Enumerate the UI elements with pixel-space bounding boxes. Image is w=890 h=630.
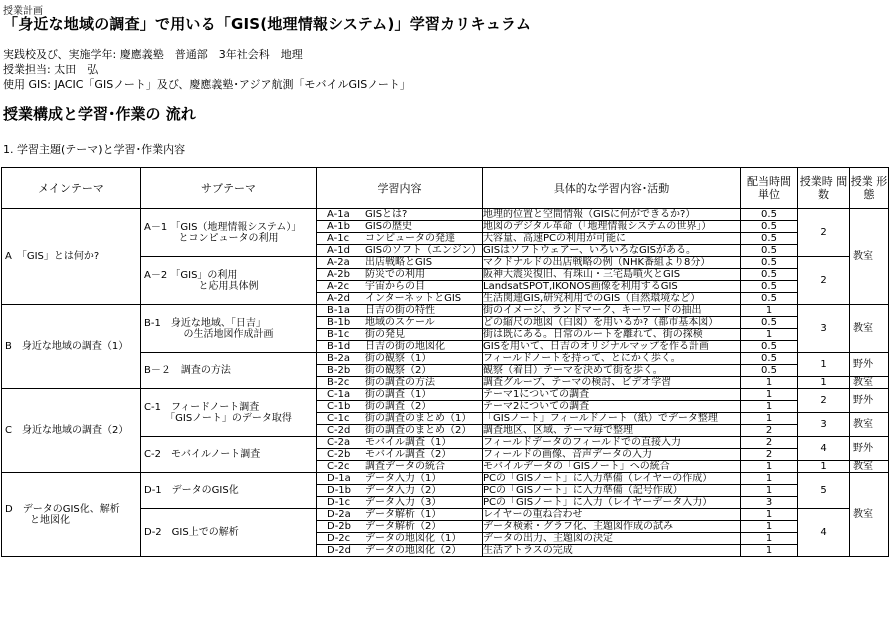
col-header-periods: 授業時 間数 [798,168,850,209]
content-code: A-2a [327,257,350,268]
content-cell [317,533,483,545]
content-title: 街の観察（1） [365,353,432,364]
time-cell: 1 [741,485,798,497]
content-cell [317,293,483,305]
col-header-activity: 具体的な学習内容･活動 [483,168,741,209]
content-code: A-1b [327,221,350,232]
content-title: モバイル調査（2） [365,449,452,460]
content-cell [317,281,483,293]
sub-theme-cell [141,509,317,557]
content-cell [317,341,483,353]
time-cell: 1 [741,377,798,389]
content-code: B-1a [327,305,350,316]
content-title: データの地図化（1） [365,533,462,544]
document-title: 「身近な地域の調査」で用いる「GIS(地理情報システム)」学習カリキュラム [3,15,532,33]
form-cell: 教室 [850,209,889,305]
time-cell: 0.5 [741,233,798,245]
activity-cell: 「GISノート」フィールドノート（紙）でデータ整理 [483,413,741,425]
content-cell [317,437,483,449]
time-cell: 0.5 [741,281,798,293]
content-title: コンピュータの発達 [365,233,455,244]
gis-tools-info: 使用 GIS: JACIC「GISノート」及び、慶應義塾･アジア航測「モバイルGISノート」 [3,78,411,91]
content-cell [317,269,483,281]
content-cell [317,377,483,389]
sub-theme-line: と応用具体例 [198,280,259,292]
activity-cell: LandsatSPOT,IKONOS画像を利用するGIS [483,281,741,293]
content-title: 街の調査のまとめ（1） [365,413,472,424]
col-header-main-theme: メインテーマ [2,168,141,209]
content-code: C-2d [327,425,351,436]
content-cell [317,233,483,245]
table-row [2,473,889,485]
content-cell [317,329,483,341]
form-cell: 教室 [850,377,889,389]
content-code: A-1a [327,209,350,220]
content-cell [317,305,483,317]
time-cell: 0.5 [741,365,798,377]
activity-cell: フィールドノートを持って、とにかく歩く。 [483,353,741,365]
content-title: 地域のスケール [365,317,435,328]
content-cell [317,521,483,533]
activity-cell: データ検索・グラフ化、主題図作成の試み [483,521,741,533]
content-cell [317,221,483,233]
content-title: 街の調査（1） [365,389,432,400]
periods-cell: 1 [798,461,850,473]
periods-cell: 2 [798,257,850,305]
time-cell: 1 [741,545,798,557]
sub-theme-line: 「GISノート」のデータ取得 [165,412,292,424]
time-cell: 2 [741,437,798,449]
main-theme-line: A 「GIS」とは何か? [5,251,100,262]
content-code: C-2c [327,461,350,472]
content-code: D-2a [327,509,351,520]
content-title: データ解析（2） [365,521,442,532]
content-title: データ入力（1） [365,473,442,484]
content-cell [317,425,483,437]
activity-cell: 阪神大震災復旧、有珠山・三宅島噴火とGIS [483,269,741,281]
content-cell [317,497,483,509]
time-cell: 0.5 [741,341,798,353]
content-code: C-2b [327,449,351,460]
main-theme-cell [2,473,141,557]
activity-cell: 調査地区、区域、テーマ毎で整理 [483,425,741,437]
main-theme-cell [2,389,141,473]
content-cell [317,485,483,497]
activity-cell: PCの「GISノート」に入力（レイヤーデータ入力） [483,497,741,509]
activity-cell: 調査グループ、テーマの検討、ビデオ学習 [483,377,741,389]
col-header-time: 配当時間 単位 [741,168,798,209]
periods-cell: 2 [798,209,850,257]
main-theme-cell [2,209,141,305]
form-cell: 野外 [850,389,889,413]
activity-cell: 生活アトラスの完成 [483,545,741,557]
col-header-form: 授業 形態 [850,168,889,209]
content-title: 街の調査の方法 [365,377,435,388]
time-cell: 1 [741,389,798,401]
activity-cell: 街は既にある。日常のルートを離れて、街の探検 [483,329,741,341]
activity-cell: フィールドデータのフィールドでの直接入力 [483,437,741,449]
content-code: B-2b [327,365,351,376]
sub-theme-cell [141,473,317,509]
periods-cell: 3 [798,413,850,437]
periods-cell: 1 [798,353,850,377]
content-title: GISのソフト（エンジン） [365,245,482,256]
time-cell: 0.5 [741,317,798,329]
content-code: A-2b [327,269,350,280]
content-title: 街の発見 [365,329,405,340]
content-code: C-1a [327,389,351,400]
activity-cell: 街のイメージ、ランドマーク、キーワードの抽出 [483,305,741,317]
content-title: モバイル調査（1） [365,437,452,448]
content-code: D-1b [327,485,352,496]
periods-cell: 4 [798,437,850,461]
sub-theme-cell [141,305,317,353]
main-theme-line: と地図化 [30,514,70,526]
sub-theme-cell [141,209,317,257]
content-code: A-2c [327,281,350,292]
form-cell: 教室 [850,473,889,557]
activity-cell: 地理的位置と空間情報（GISに何ができるか?） [483,209,741,221]
activity-cell: テーマ2についての調査 [483,401,741,413]
content-title: 日吉の街の地図化 [365,341,445,352]
periods-cell: 4 [798,509,850,557]
activity-cell: フィールドの画像、音声データの入力 [483,449,741,461]
content-title: データ入力（3） [365,497,442,508]
periods-cell: 1 [798,377,850,389]
activity-cell: 地図のデジタル革命（「地理情報システムの世界」） [483,221,741,233]
main-theme-line: D データのGIS化、解析 [5,503,120,515]
sub-theme-line: C-2 モバイルノート調査 [144,449,261,460]
main-theme-line: B 身近な地域の調査（1） [5,341,129,352]
periods-cell: 3 [798,305,850,353]
content-code: D-1a [327,473,351,484]
content-title: データの地図化（2） [365,545,462,556]
activity-cell: マクドナルドの出店戦略の例（NHK番組より8分） [483,257,741,269]
sub-theme-line: A－1 「GIS（地理情報システム）」 [144,221,302,233]
table-row [2,389,889,401]
activity-cell: GISはソフトウェアー、いろいろなGISがある。 [483,245,741,257]
sub-theme-line: D-1 データのGIS化 [144,485,239,496]
sub-theme-line: C-1 フィードノート調査 [144,401,260,413]
content-code: B-1c [327,329,350,340]
main-theme-line: C 身近な地域の調査（2） [5,425,129,436]
teacher-info: 授業担当: 太田 弘 [3,63,99,76]
time-cell: 1 [741,533,798,545]
activity-cell: どの縮尺の地図（白図）を用いるか?（都市基本図） [483,317,741,329]
content-title: 街の観察（2） [365,365,432,376]
sub-theme-cell [141,389,317,437]
school-info: 実践校及び、実施学年: 慶應義塾 普通部 3年社会科 地理 [3,48,303,61]
content-title: 日吉の街の特性 [365,305,435,316]
form-cell: 教室 [850,305,889,353]
curriculum-table [1,167,889,557]
activity-cell: 大容量、高速PCの利用が可能に [483,233,741,245]
time-cell: 2 [741,425,798,437]
content-cell [317,473,483,485]
time-cell: 1 [741,329,798,341]
subsection-heading: 1. 学習主題(テーマ)と学習･作業内容 [3,143,186,156]
section-heading: 授業構成と学習･作業の 流れ [3,105,196,123]
sub-theme-line: B-1 身近な地域、「日吉」 [144,317,266,329]
content-cell [317,413,483,425]
content-title: 調査データの統合 [365,461,445,472]
content-cell [317,245,483,257]
time-cell: 0.5 [741,221,798,233]
time-cell: 0.5 [741,257,798,269]
table-row [2,209,889,221]
content-title: インターネットとGIS [365,293,462,304]
table-row [2,305,889,317]
document-label: 授業計画 [3,6,43,17]
content-cell [317,449,483,461]
content-cell [317,461,483,473]
time-cell: 1 [741,413,798,425]
time-cell: 0.5 [741,209,798,221]
content-code: D-2b [327,521,352,532]
content-code: A-1d [327,245,350,256]
form-cell: 野外 [850,353,889,377]
content-code: D-2d [327,545,352,556]
content-title: 街の調査（2） [365,401,432,412]
sub-theme-line: B－２ 調査の方法 [144,365,231,376]
content-cell [317,353,483,365]
time-cell: 1 [741,461,798,473]
sub-theme-line: A－2 「GIS」の利用 [144,269,238,281]
activity-cell: PCの「GISノート」に入力準備（レイヤーの作成） [483,473,741,485]
content-cell [317,317,483,329]
activity-cell: レイヤーの重ね合わせ [483,509,741,521]
content-title: GISとは? [365,209,408,220]
content-code: B-1b [327,317,351,328]
content-code: A-2d [327,293,350,304]
time-cell: 1 [741,509,798,521]
activity-cell: PCの「GISノート」に入力準備（記号作成） [483,485,741,497]
content-cell [317,509,483,521]
activity-cell: データの出力、主題図の決定 [483,533,741,545]
activity-cell: 生活関連GIS,研究利用でのGIS（自然環境など） [483,293,741,305]
content-title: 防災での利用 [365,269,425,280]
time-cell: 1 [741,305,798,317]
form-cell: 野外 [850,437,889,461]
time-cell: 3 [741,497,798,509]
main-theme-cell [2,305,141,389]
col-header-content: 学習内容 [317,168,483,209]
time-cell: 1 [741,401,798,413]
time-cell: 1 [741,473,798,485]
time-cell: 2 [741,449,798,461]
content-cell [317,389,483,401]
content-title: データ入力（2） [365,485,442,496]
activity-cell: モバイルデータの「GISノート」への統合 [483,461,741,473]
form-cell: 教室 [850,461,889,473]
sub-theme-cell [141,353,317,389]
content-title: 出店戦略とGIS [365,257,433,268]
content-code: B-1d [327,341,351,352]
time-cell: 0.5 [741,245,798,257]
content-code: C-1b [327,401,351,412]
sub-theme-line: D-2 GIS上での解析 [144,527,239,538]
periods-cell: 5 [798,473,850,509]
sub-theme-line: の生活地図作成計画 [183,328,274,340]
content-code: D-2c [327,533,351,544]
time-cell: 0.5 [741,293,798,305]
content-code: D-1c [327,497,351,508]
sub-theme-cell [141,257,317,305]
time-cell: 0.5 [741,353,798,365]
sub-theme-cell [141,437,317,473]
content-code: B-2c [327,377,350,388]
table-header-row [2,168,889,209]
content-cell [317,209,483,221]
time-cell: 0.5 [741,269,798,281]
content-code: A-1c [327,233,350,244]
col-header-sub-theme: サブテーマ [141,168,317,209]
content-cell [317,545,483,557]
content-title: 街の調査のまとめ（2） [365,425,472,436]
content-cell [317,401,483,413]
content-title: GISの歴史 [365,221,413,232]
time-cell: 1 [741,521,798,533]
activity-cell: テーマ1についての調査 [483,389,741,401]
periods-cell: 2 [798,389,850,413]
content-code: B-2a [327,353,350,364]
content-title: 宇宙からの目 [365,281,425,292]
content-code: C-2a [327,437,351,448]
content-title: データ解析（1） [365,509,442,520]
form-cell: 教室 [850,413,889,437]
content-cell [317,365,483,377]
content-code: C-1c [327,413,350,424]
activity-cell: GISを用いて、日吉のオリジナルマップを作る計画 [483,341,741,353]
activity-cell: 観察（着目）テーマを決めて街を歩く。 [483,365,741,377]
content-cell [317,257,483,269]
sub-theme-line: とコンピュータの利用 [178,232,279,244]
